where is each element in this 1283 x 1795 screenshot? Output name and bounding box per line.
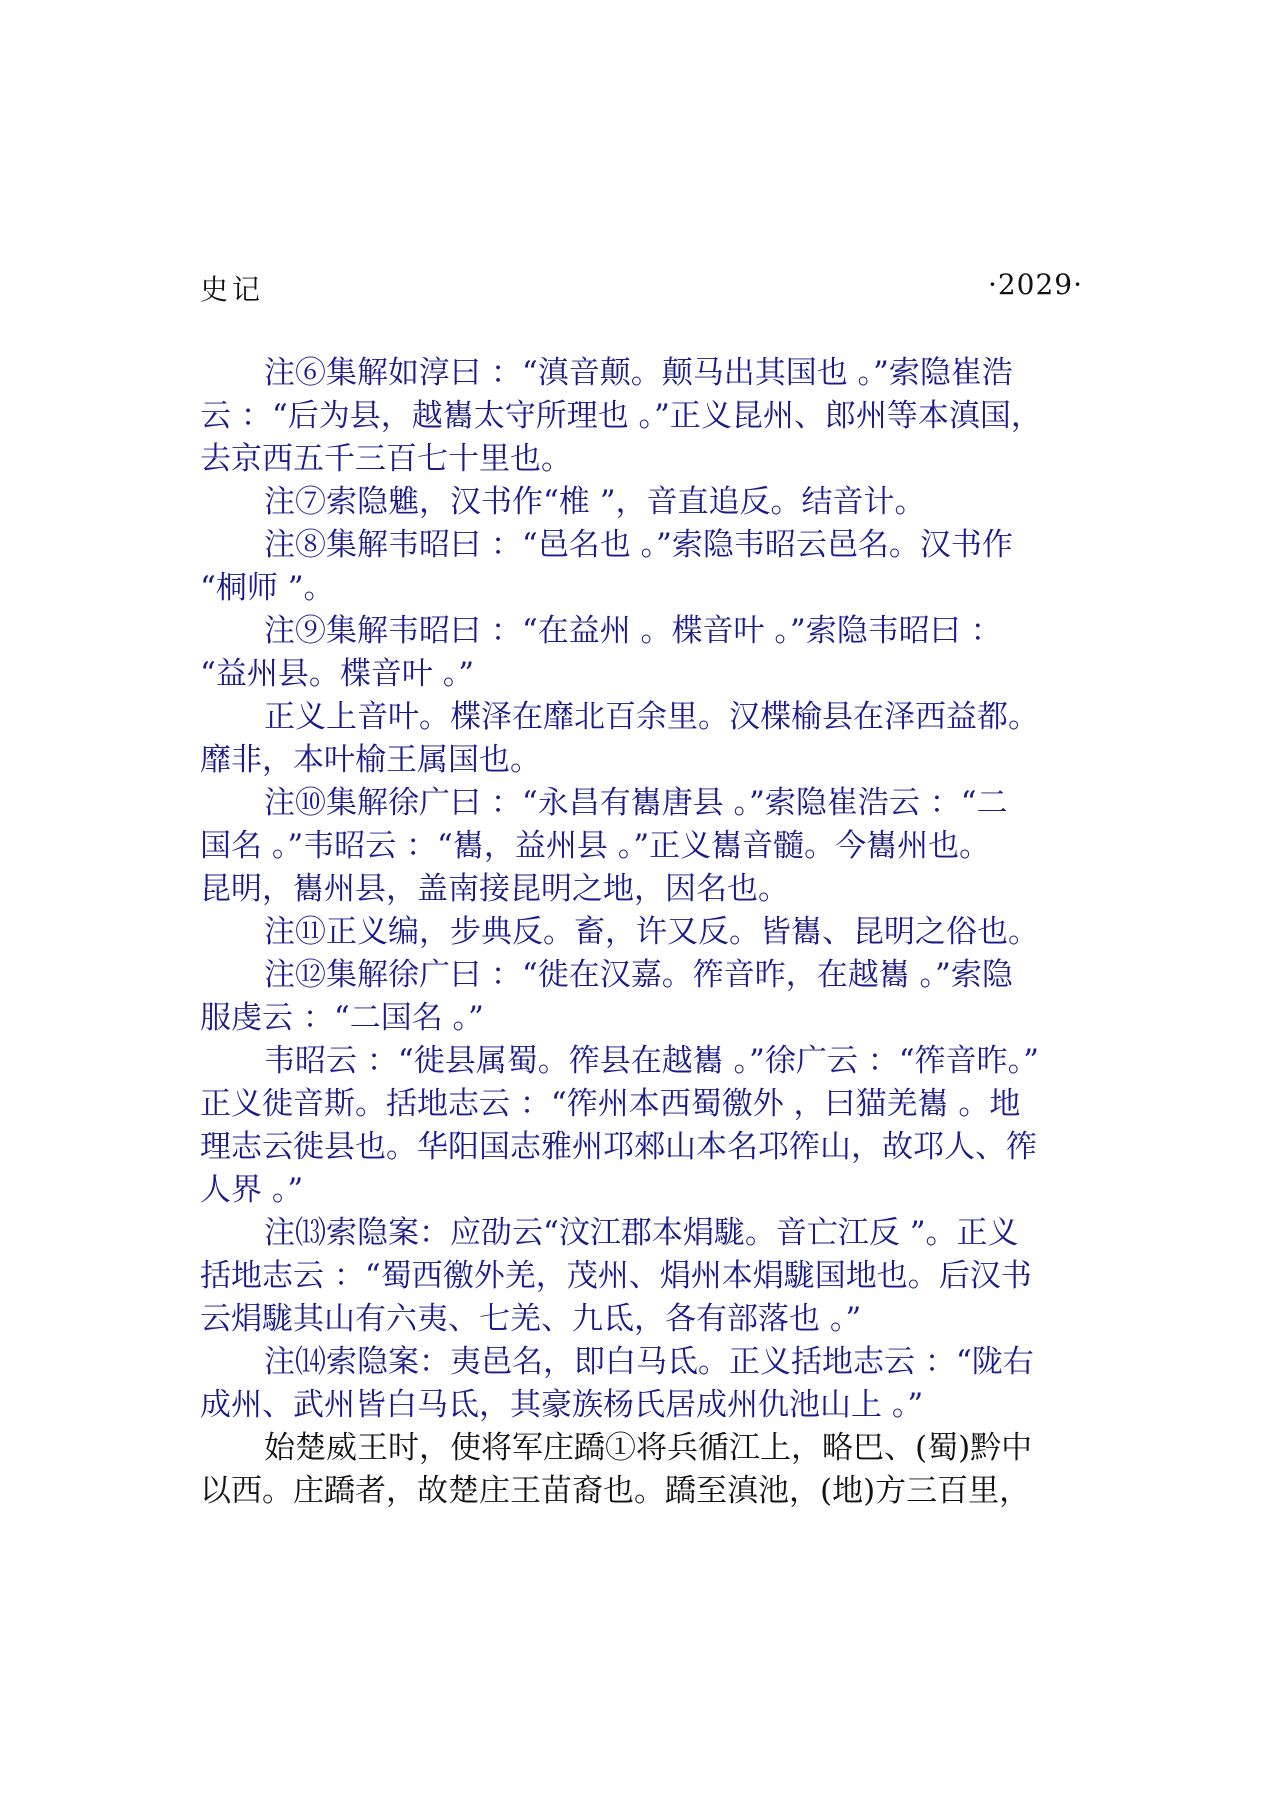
annotation-paragraph	[200, 1341, 1100, 1427]
text-line: 正义上音叶。楪泽在靡北百余里。汉楪榆县在泽西益都。	[264, 699, 1039, 735]
annotation-paragraph	[200, 352, 1100, 481]
text-line: 靡非，本叶榆王属国也。	[200, 742, 541, 778]
annotation-paragraph	[200, 1040, 1100, 1212]
text-line: 韦昭云 ：“徙县属蜀。筰县在越巂 。”徐广云 ：“筰音昨。”	[264, 1043, 1039, 1079]
text-line: 注⑦索隐魋，汉书作“椎 ”，音直追反。结音计。	[264, 484, 926, 520]
annotation-paragraph	[200, 1212, 1100, 1341]
annotation-paragraph	[200, 954, 1100, 1040]
text-line: 正义徙音斯。括地志云 ：“筰州本西蜀徼外 ，曰猫羌巂 。地	[200, 1086, 1021, 1122]
text-line: 注⑧集解韦昭曰 ：“邑名也 。”索隐韦昭云邑名。汉书作	[264, 527, 1013, 563]
text-line: 昆明，巂州县，盖南接昆明之地，因名也。	[200, 871, 789, 907]
text-line: 注⑩集解徐广曰 ：“永昌有巂唐县 。”索隐崔浩云 ：“二	[264, 785, 1008, 821]
annotation-paragraph	[200, 911, 1100, 954]
text-line: 云 ：“后为县，越巂太守所理也 。”正义昆州、郎州等本滇国，	[200, 398, 1042, 434]
text-line: 注⑪正义编，步典反。畜，许又反。皆巂、昆明之俗也。	[264, 914, 1039, 950]
text-line: 注⑫集解徐广曰 ：“徙在汉嘉。筰音昨，在越巂 。”索隐	[264, 957, 1013, 993]
text-line: 注⑥集解如淳曰 ：“滇音颠。颠马出其国也 。”索隐崔浩	[264, 355, 1013, 391]
text-line: “桐师 ”。	[200, 570, 335, 606]
text-line: 云焆駹其山有六夷、七羌、九氐，各有部落也 。”	[200, 1301, 862, 1337]
text-line: 人界 。”	[200, 1172, 304, 1208]
page-header	[200, 268, 1083, 312]
book-title: 史记	[200, 273, 265, 306]
text-line: 以西。庄蹻者，故楚庄王苗裔也。蹻至滇池，(地)方三百里，	[200, 1473, 1031, 1509]
annotation-paragraph	[200, 782, 1100, 911]
text-line: 去京西五千三百七十里也。	[200, 441, 572, 477]
text-line: 注⑨集解韦昭曰 ：“在益州 。楪音叶 。”索隐韦昭曰 ：	[264, 613, 1002, 649]
annotation-paragraph	[200, 610, 1100, 696]
annotation-paragraph	[200, 524, 1100, 610]
text-line: 国名 。”韦昭云 ：“巂，益州县 。”正义巂音髓。今巂州也。	[200, 828, 991, 864]
main-text-paragraph	[200, 1427, 1100, 1513]
text-line: 始楚威王时，使将军庄蹻①将兵循江上，略巴、(蜀)黔中	[264, 1430, 1033, 1466]
text-line: 注⒀索隐案：应劭云“汶江郡本焆駹。音亡江反 ”。正义	[264, 1215, 1019, 1251]
page-number: ·2029·	[987, 268, 1083, 301]
annotation-paragraph	[200, 696, 1100, 782]
page-body	[200, 352, 1100, 1513]
text-line: 注⒁索隐案：夷邑名，即白马氐。正义括地志云 ：“陇右	[264, 1344, 1034, 1380]
text-line: “益州县。楪音叶 。”	[200, 656, 475, 692]
text-line: 括地志云 ：“蜀西徼外羌，茂州、焆州本焆駹国地也。后汉书	[200, 1258, 1032, 1294]
text-line: 理志云徙县也。华阳国志雅州邛郲山本名邛筰山，故邛人、筰	[200, 1129, 1037, 1165]
text-line: 成州、武州皆白马氐，其豪族杨氏居成州仇池山上 。”	[200, 1387, 924, 1423]
text-line: 服虔云 ：“二国名 。”	[200, 1000, 484, 1036]
annotation-paragraph	[200, 481, 1100, 524]
